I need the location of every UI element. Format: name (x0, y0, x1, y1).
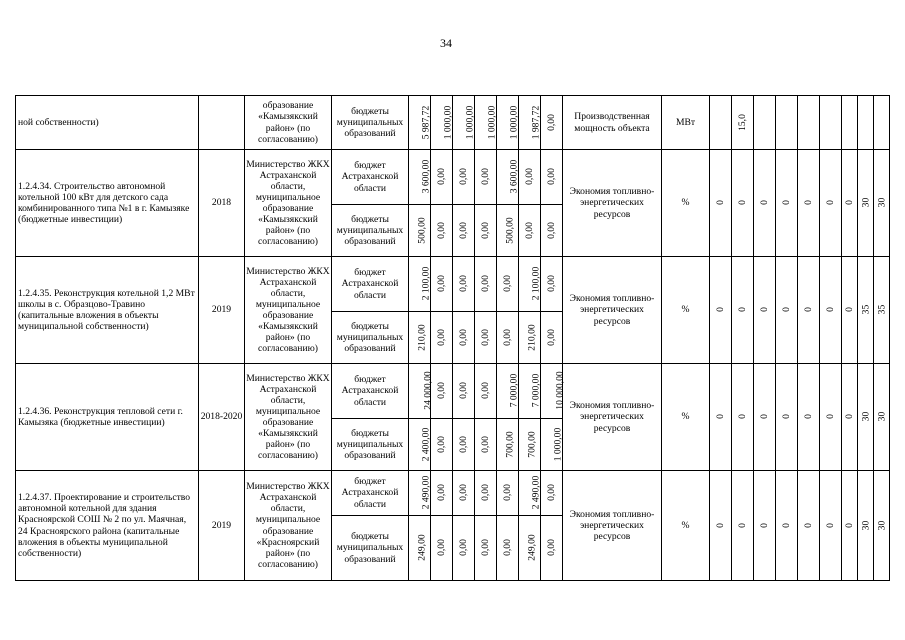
indicator-value: 35 (874, 257, 890, 364)
funding-source: бюджет Астраханской области (332, 257, 409, 312)
funding-value: 0,00 (541, 96, 563, 150)
funding-value: 0,00 (453, 150, 475, 205)
funding-value: 0,00 (541, 150, 563, 205)
funding-value: 3 600,00 (409, 150, 431, 205)
funding-value: 0,00 (431, 516, 453, 581)
indicator-unit: % (662, 257, 710, 364)
funding-value: 0,00 (475, 150, 497, 205)
table-row (16, 96, 890, 150)
funding-value: 0,00 (431, 471, 453, 516)
funding-value: 1 987,72 (519, 96, 541, 150)
item-year (199, 96, 245, 150)
indicator-name: Производственная мощность объекта (563, 96, 662, 150)
funding-value: 0,00 (431, 419, 453, 471)
funding-value: 2 400,00 (409, 419, 431, 471)
funding-value: 2 490,00 (409, 471, 431, 516)
indicator-value: 0 (776, 257, 798, 364)
indicator-value: 0 (798, 257, 820, 364)
item-year: 2018-2020 (199, 364, 245, 471)
indicator-value: 30 (874, 364, 890, 471)
funding-value: 0,00 (475, 471, 497, 516)
funding-value: 0,00 (541, 205, 563, 257)
program-table (15, 95, 890, 581)
table-row (16, 150, 890, 205)
item-name: 1.2.4.36. Реконструкция тепловой сети г. Камызяка (бюджетные инвестиции) (16, 364, 199, 471)
indicator-value: 0 (732, 471, 754, 581)
indicator-unit: МВт (662, 96, 710, 150)
funding-value: 0,00 (431, 205, 453, 257)
funding-value: 0,00 (453, 312, 475, 364)
funding-value: 1 000,00 (475, 96, 497, 150)
funding-value: 0,00 (541, 312, 563, 364)
funding-value: 0,00 (519, 205, 541, 257)
funding-value: 249,00 (519, 516, 541, 581)
indicator-value: 0 (798, 150, 820, 257)
indicator-unit: % (662, 471, 710, 581)
funding-value: 3 600,00 (497, 150, 519, 205)
item-name: 1.2.4.34. Строительство автономной котельной 100 кВт для детского сада комбинированного типа №1 в г. Камызяке (бюджетные инвестиции) (16, 150, 199, 257)
funding-value: 0,00 (431, 312, 453, 364)
funding-value: 0,00 (475, 516, 497, 581)
funding-value: 0,00 (475, 205, 497, 257)
funding-value: 0,00 (497, 516, 519, 581)
indicator-value: 30 (874, 471, 890, 581)
indicator-value: 30 (874, 150, 890, 257)
funding-value: 700,00 (519, 419, 541, 471)
indicator-value: 0 (820, 471, 842, 581)
indicator-name: Экономия топливно-энергетических ресурсов (563, 471, 662, 581)
funding-value: 0,00 (431, 150, 453, 205)
funding-value: 0,00 (475, 419, 497, 471)
funding-source: бюджеты муниципальных образований (332, 205, 409, 257)
funding-value: 0,00 (453, 257, 475, 312)
indicator-name: Экономия топливно-энергетических ресурсов (563, 364, 662, 471)
funding-source: бюджеты муниципальных образований (332, 419, 409, 471)
funding-value: 1 000,00 (497, 96, 519, 150)
indicator-name: Экономия топливно-энергетических ресурсов (563, 150, 662, 257)
item-name: 1.2.4.35. Реконструкция котельной 1,2 МВт школы в с. Образцово-Травино (капитальные вложения в объекты муниципальной собственности) (16, 257, 199, 364)
indicator-value: 0 (776, 150, 798, 257)
indicator-value: 0 (842, 257, 858, 364)
funding-source: бюджет Астраханской области (332, 150, 409, 205)
item-year: 2019 (199, 257, 245, 364)
funding-value: 500,00 (409, 205, 431, 257)
funding-value: 0,00 (541, 257, 563, 312)
funding-value: 210,00 (519, 312, 541, 364)
indicator-value: 0 (798, 364, 820, 471)
funding-value: 0,00 (453, 471, 475, 516)
indicator-value: 30 (858, 364, 874, 471)
indicator-value: 0 (754, 364, 776, 471)
funding-value: 0,00 (475, 364, 497, 419)
item-executor: Министерство ЖКХ Астраханской области, муниципальное образование «Красноярский район» (по согласованию) (245, 471, 332, 581)
funding-value: 700,00 (497, 419, 519, 471)
indicator-value: 0 (754, 471, 776, 581)
indicator-value (874, 96, 890, 150)
item-year: 2018 (199, 150, 245, 257)
item-year: 2019 (199, 471, 245, 581)
funding-value: 0,00 (497, 471, 519, 516)
funding-value: 0,00 (431, 257, 453, 312)
indicator-value (842, 96, 858, 150)
funding-value: 0,00 (475, 312, 497, 364)
funding-source: бюджеты муниципальных образований (332, 96, 409, 150)
item-executor: Министерство ЖКХ Астраханской области, муниципальное образование «Камызякский район» (по согласованию) (245, 364, 332, 471)
indicator-value: 0 (710, 364, 732, 471)
funding-value: 2 100,00 (519, 257, 541, 312)
indicator-name: Экономия топливно-энергетических ресурсов (563, 257, 662, 364)
indicator-unit: % (662, 150, 710, 257)
funding-value: 7 000,00 (497, 364, 519, 419)
table-row (16, 364, 890, 419)
funding-value: 500,00 (497, 205, 519, 257)
indicator-value: 0 (842, 150, 858, 257)
funding-value: 24 000,00 (409, 364, 431, 419)
funding-value: 0,00 (453, 516, 475, 581)
indicator-value (754, 96, 776, 150)
indicator-value: 0 (776, 471, 798, 581)
funding-value: 210,00 (409, 312, 431, 364)
funding-source: бюджет Астраханской области (332, 364, 409, 419)
funding-source: бюджеты муниципальных образований (332, 312, 409, 364)
indicator-value (820, 96, 842, 150)
indicator-value: 0 (732, 364, 754, 471)
indicator-value: 0 (820, 257, 842, 364)
table-row (16, 471, 890, 516)
funding-value: 2 100,00 (409, 257, 431, 312)
funding-source: бюджет Астраханской области (332, 471, 409, 516)
indicator-value: 30 (858, 150, 874, 257)
indicator-value: 0 (710, 257, 732, 364)
funding-value: 1 000,00 (431, 96, 453, 150)
item-executor: Министерство ЖКХ Астраханской области, муниципальное образование «Камызякский район» (по согласованию) (245, 150, 332, 257)
item-name: ной собственности) (16, 96, 199, 150)
indicator-value: 0 (710, 150, 732, 257)
funding-value: 1 000,00 (541, 419, 563, 471)
funding-value: 0,00 (541, 471, 563, 516)
funding-value: 0,00 (497, 312, 519, 364)
indicator-value (798, 96, 820, 150)
indicator-value: 30 (858, 471, 874, 581)
funding-value: 5 987,72 (409, 96, 431, 150)
funding-value: 0,00 (453, 205, 475, 257)
funding-value: 2 490,00 (519, 471, 541, 516)
funding-value: 0,00 (541, 516, 563, 581)
indicator-value: 0 (754, 257, 776, 364)
indicator-value: 0 (842, 471, 858, 581)
funding-source: бюджеты муниципальных образований (332, 516, 409, 581)
indicator-value (710, 96, 732, 150)
indicator-value: 0 (732, 150, 754, 257)
funding-value: 10 000,00 (541, 364, 563, 419)
indicator-value: 0 (776, 364, 798, 471)
funding-value: 0,00 (453, 419, 475, 471)
item-name: 1.2.4.37. Проектирование и строительство автономной котельной для здания Красноярской СОШ № 2 по ул. Маячная, 24 Красноярского района (капитальные вложения в объекты муниципальной собственности) (16, 471, 199, 581)
funding-value: 0,00 (475, 257, 497, 312)
indicator-value: 0 (842, 364, 858, 471)
funding-value: 7 000,00 (519, 364, 541, 419)
table-row (16, 257, 890, 312)
indicator-value: 0 (754, 150, 776, 257)
item-executor: образование «Камызякский район» (по согласованию) (245, 96, 332, 150)
indicator-value (858, 96, 874, 150)
indicator-value: 0 (798, 471, 820, 581)
funding-value: 1 000,00 (453, 96, 475, 150)
indicator-value: 0 (820, 364, 842, 471)
funding-value: 0,00 (453, 364, 475, 419)
funding-value: 0,00 (431, 364, 453, 419)
indicator-value (776, 96, 798, 150)
funding-value: 0,00 (519, 150, 541, 205)
funding-value: 0,00 (497, 257, 519, 312)
indicator-value: 15,0 (732, 96, 754, 150)
item-executor: Министерство ЖКХ Астраханской области, муниципальное образование «Камызякский район» (по согласованию) (245, 257, 332, 364)
indicator-value: 35 (858, 257, 874, 364)
page-number: 34 (440, 36, 452, 50)
indicator-value: 0 (820, 150, 842, 257)
indicator-unit: % (662, 364, 710, 471)
indicator-value: 0 (710, 471, 732, 581)
indicator-value: 0 (732, 257, 754, 364)
funding-value: 249,00 (409, 516, 431, 581)
